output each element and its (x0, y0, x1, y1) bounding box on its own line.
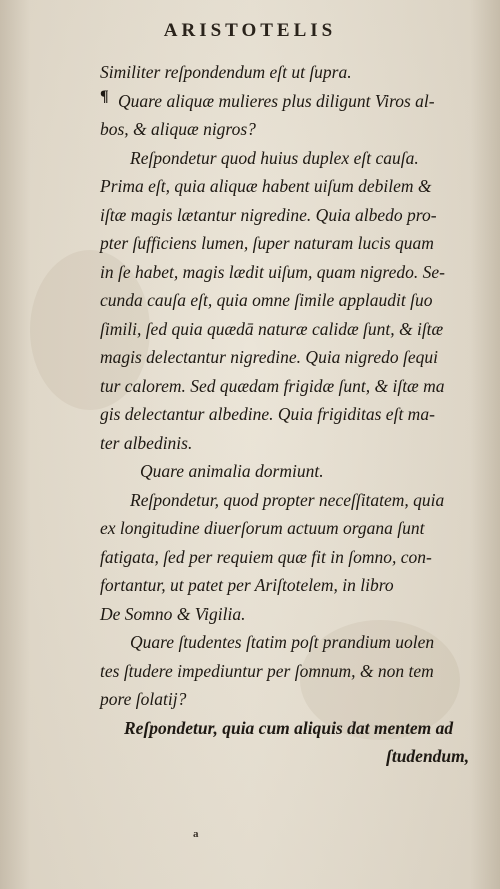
text-line: ter albedinis. (100, 433, 193, 453)
section-question: Quare ſtudentes ſtatim poſt prandium uolen (130, 632, 435, 652)
text-line: ex longitudine diuerſorum actuum organa ſunt (100, 518, 425, 538)
text-line: ſtudendum, (386, 746, 470, 766)
running-head: ARISTOTELIS (163, 20, 337, 41)
text-line: pore ſolatij? (100, 689, 187, 709)
text-line: Reſpondetur, quia cum aliquis dat mentem ad (124, 718, 454, 738)
text-line: bos, & aliquæ nigros? (100, 119, 256, 139)
text-line: Similiter reſpondendum eſt ut ſupra. (100, 62, 352, 82)
section-question: Quare animalia dormiunt. (140, 461, 324, 481)
text-line: in ſe habet, magis lædit uiſum, quam nigredo. Se- (100, 262, 445, 282)
signature-mark: a (193, 828, 199, 840)
text-line: pter ſufficiens lumen, ſuper naturam lucis quam (100, 233, 434, 253)
text-line: gis delectantur albedine. Quia frigiditas eſt ma- (100, 404, 435, 424)
text-line: De Somno & Vigilia. (100, 604, 246, 624)
text-line: ſimili, ſed quia quædā naturæ calidæ ſunt, & iſtæ (100, 319, 444, 339)
text-line: Prima eſt, quia aliquæ habent uiſum debilem & (100, 176, 432, 196)
paragraph-mark: ¶ (100, 88, 109, 105)
text-line: Reſpondetur, quod propter neceſſitatem, quia (130, 490, 445, 510)
text-line: tes ſtudere impediuntur per ſomnum, & non tem (100, 661, 434, 681)
text-line: Reſpondetur quod huius duplex eſt cauſa. (130, 148, 419, 168)
text-line: fatigata, ſed per requiem quæ fit in ſomno, con- (100, 547, 432, 567)
text-line: tur calorem. Sed quædam frigidæ ſunt, & iſtæ ma (100, 376, 445, 396)
text-line: iſtæ magis lætantur nigredine. Quia albedo pro- (100, 205, 437, 225)
text-line: cunda cauſa eſt, quia omne ſimile applaudit ſuo (100, 290, 433, 310)
text-line: magis delectantur nigredine. Quia nigredo ſequi (100, 347, 438, 367)
text-line: Quare aliquæ mulieres plus diligunt Viros al- (118, 91, 435, 111)
text-line: fortantur, ut patet per Ariſtotelem, in libro (100, 575, 394, 595)
